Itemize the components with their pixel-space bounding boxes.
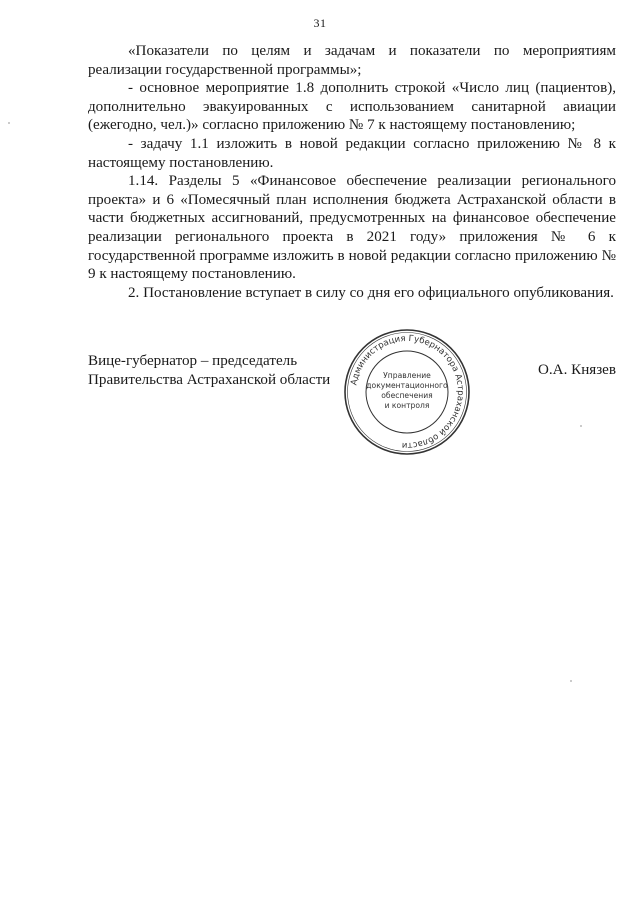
scan-speck xyxy=(570,680,572,682)
signatory-title xyxy=(88,352,330,389)
signatory-title-line-2: Правительства Астраханской области xyxy=(88,371,331,388)
signatory-title-line-1: Вице-губернатор – председатель xyxy=(88,353,298,369)
stamp-center-line-1: Управление xyxy=(383,371,431,380)
paragraph-4: 1.14. Разделы 5 «Финансовое обеспечение реализации регионального проекта» и 6 «Помесячный план исполнения бюджета Астраханской области в части бюджетных ассигнований, предусмотренных на финансовое обеспечение реализации регионального проекта в 2021 году» приложения № 6 к государственной программе изложить в новой редакции согласно приложению № 9 к настоящему постановлению. xyxy=(88,173,616,283)
paragraph-5: 2. Постановление вступает в силу со дня его официального опубликования. xyxy=(128,284,614,301)
paragraph-1: «Показатели по целям и задачам и показатели по мероприятиям реализации государственной программы»; xyxy=(88,43,616,78)
paragraph-2: - основное мероприятие 1.8 дополнить строкой «Число лиц (пациентов), дополнительно эвакуированных с использованием санитарной авиации (ежегодно, чел.)» согласно приложению № 7 к настоящему постановлению; xyxy=(88,80,616,134)
stamp-center-line-3: обеспечения xyxy=(381,391,433,400)
stamp-center-line-4: и контроля xyxy=(384,401,430,410)
official-stamp xyxy=(343,328,471,456)
page-number: 31 xyxy=(313,16,327,30)
scan-speck xyxy=(580,425,582,427)
stamp-center-line-2: документационного xyxy=(366,381,448,390)
signatory-name: О.А. Князев xyxy=(538,362,616,378)
paragraph-3: - задачу 1.1 изложить в новой редакции согласно приложению № 8 к настоящему постановлению. xyxy=(88,135,616,171)
document-body xyxy=(88,42,616,302)
scan-speck xyxy=(8,122,10,124)
stamp-ring-text: Администрация Губернатора Астраханской области xyxy=(349,333,466,451)
